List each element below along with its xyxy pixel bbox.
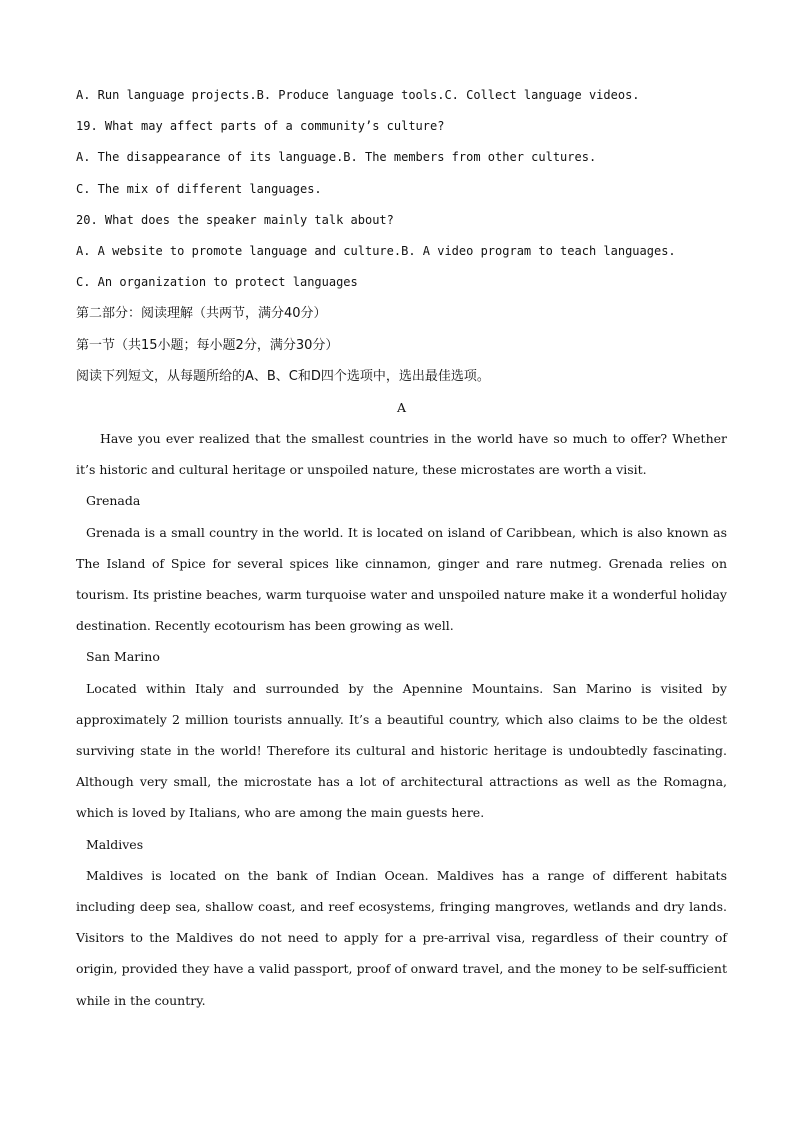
q19-options-ab: A. The disappearance of its language.B. The members from other cultures. [76,150,597,165]
passage-intro: Have you ever realized that the smallest countries in the world have so much to offer? Whether it’s historic and cultural heritage or unspoiled nature, these microstates are worth a visit. [76,431,727,478]
q20-options-ab: A. A website to promote language and culture.B. A video program to teach languages. [76,243,676,258]
q18-options: A. Run language projects.B. Produce language tools.C. Collect language videos. [76,88,640,102]
q19-option-c: C. The mix of different languages. [76,181,322,196]
grenada-heading: Grenada [86,493,141,509]
san-marino-paragraph: Located within Italy and surrounded by the Apennine Mountains. San Marino is visited by approximately 2 million tourists annually. It’s a beautiful country, which also claims to be the oldest surviving state in the world! Therefore its cultural and historic heritage is undoubtedly fascinating. Although very small, the microstate has a lot of architectural attractions as well as the Romagna, which is loved by Italians, who are among the main guests here. [76,680,727,821]
maldives-paragraph: Maldives is located on the bank of Indian Ocean. Maldives has a range of different habitats including deep sea, shallow coast, and reef ecosystems, fringing mangroves, wetlands and dry lands. Visitors to the Maldives do not need to apply for a pre-arrival visa, regardless of their country of origin, provided they have a valid passport, proof of onward travel, and the money to be self-sufficient while in the country. [76,867,727,1008]
maldives-heading: Maldives [86,836,144,852]
san-marino-heading: San Marino [86,649,160,665]
part-title: 第二部分：阅读理解（共两节，满分40分） [76,306,327,322]
q20-option-c: C. An organization to protect languages [76,275,358,290]
subsection-title: 第一节（共15小题；每小题2分，满分30分） [76,337,339,353]
q19-question: 19. What may affect parts of a community’s culture? [76,119,445,134]
q20-question: 20. What does the speaker mainly talk about? [76,212,394,227]
passage-label: A [396,399,407,415]
grenada-paragraph: Grenada is a small country in the world. It is located on island of Caribbean, which is also known as The Island of Spice for several spices like cinnamon, ginger and rare nutmeg. Grenada relies on tourism. Its pristine beaches, warm turquoise water and unspoiled nature make it a wonderful holiday destination. Recently ecotourism has been growing as well. [76,524,727,634]
instructions: 阅读下列短文，从每题所给的A、B、C和D四个选项中，选出最佳选项。 [76,368,490,384]
exam-page [76,80,727,1016]
